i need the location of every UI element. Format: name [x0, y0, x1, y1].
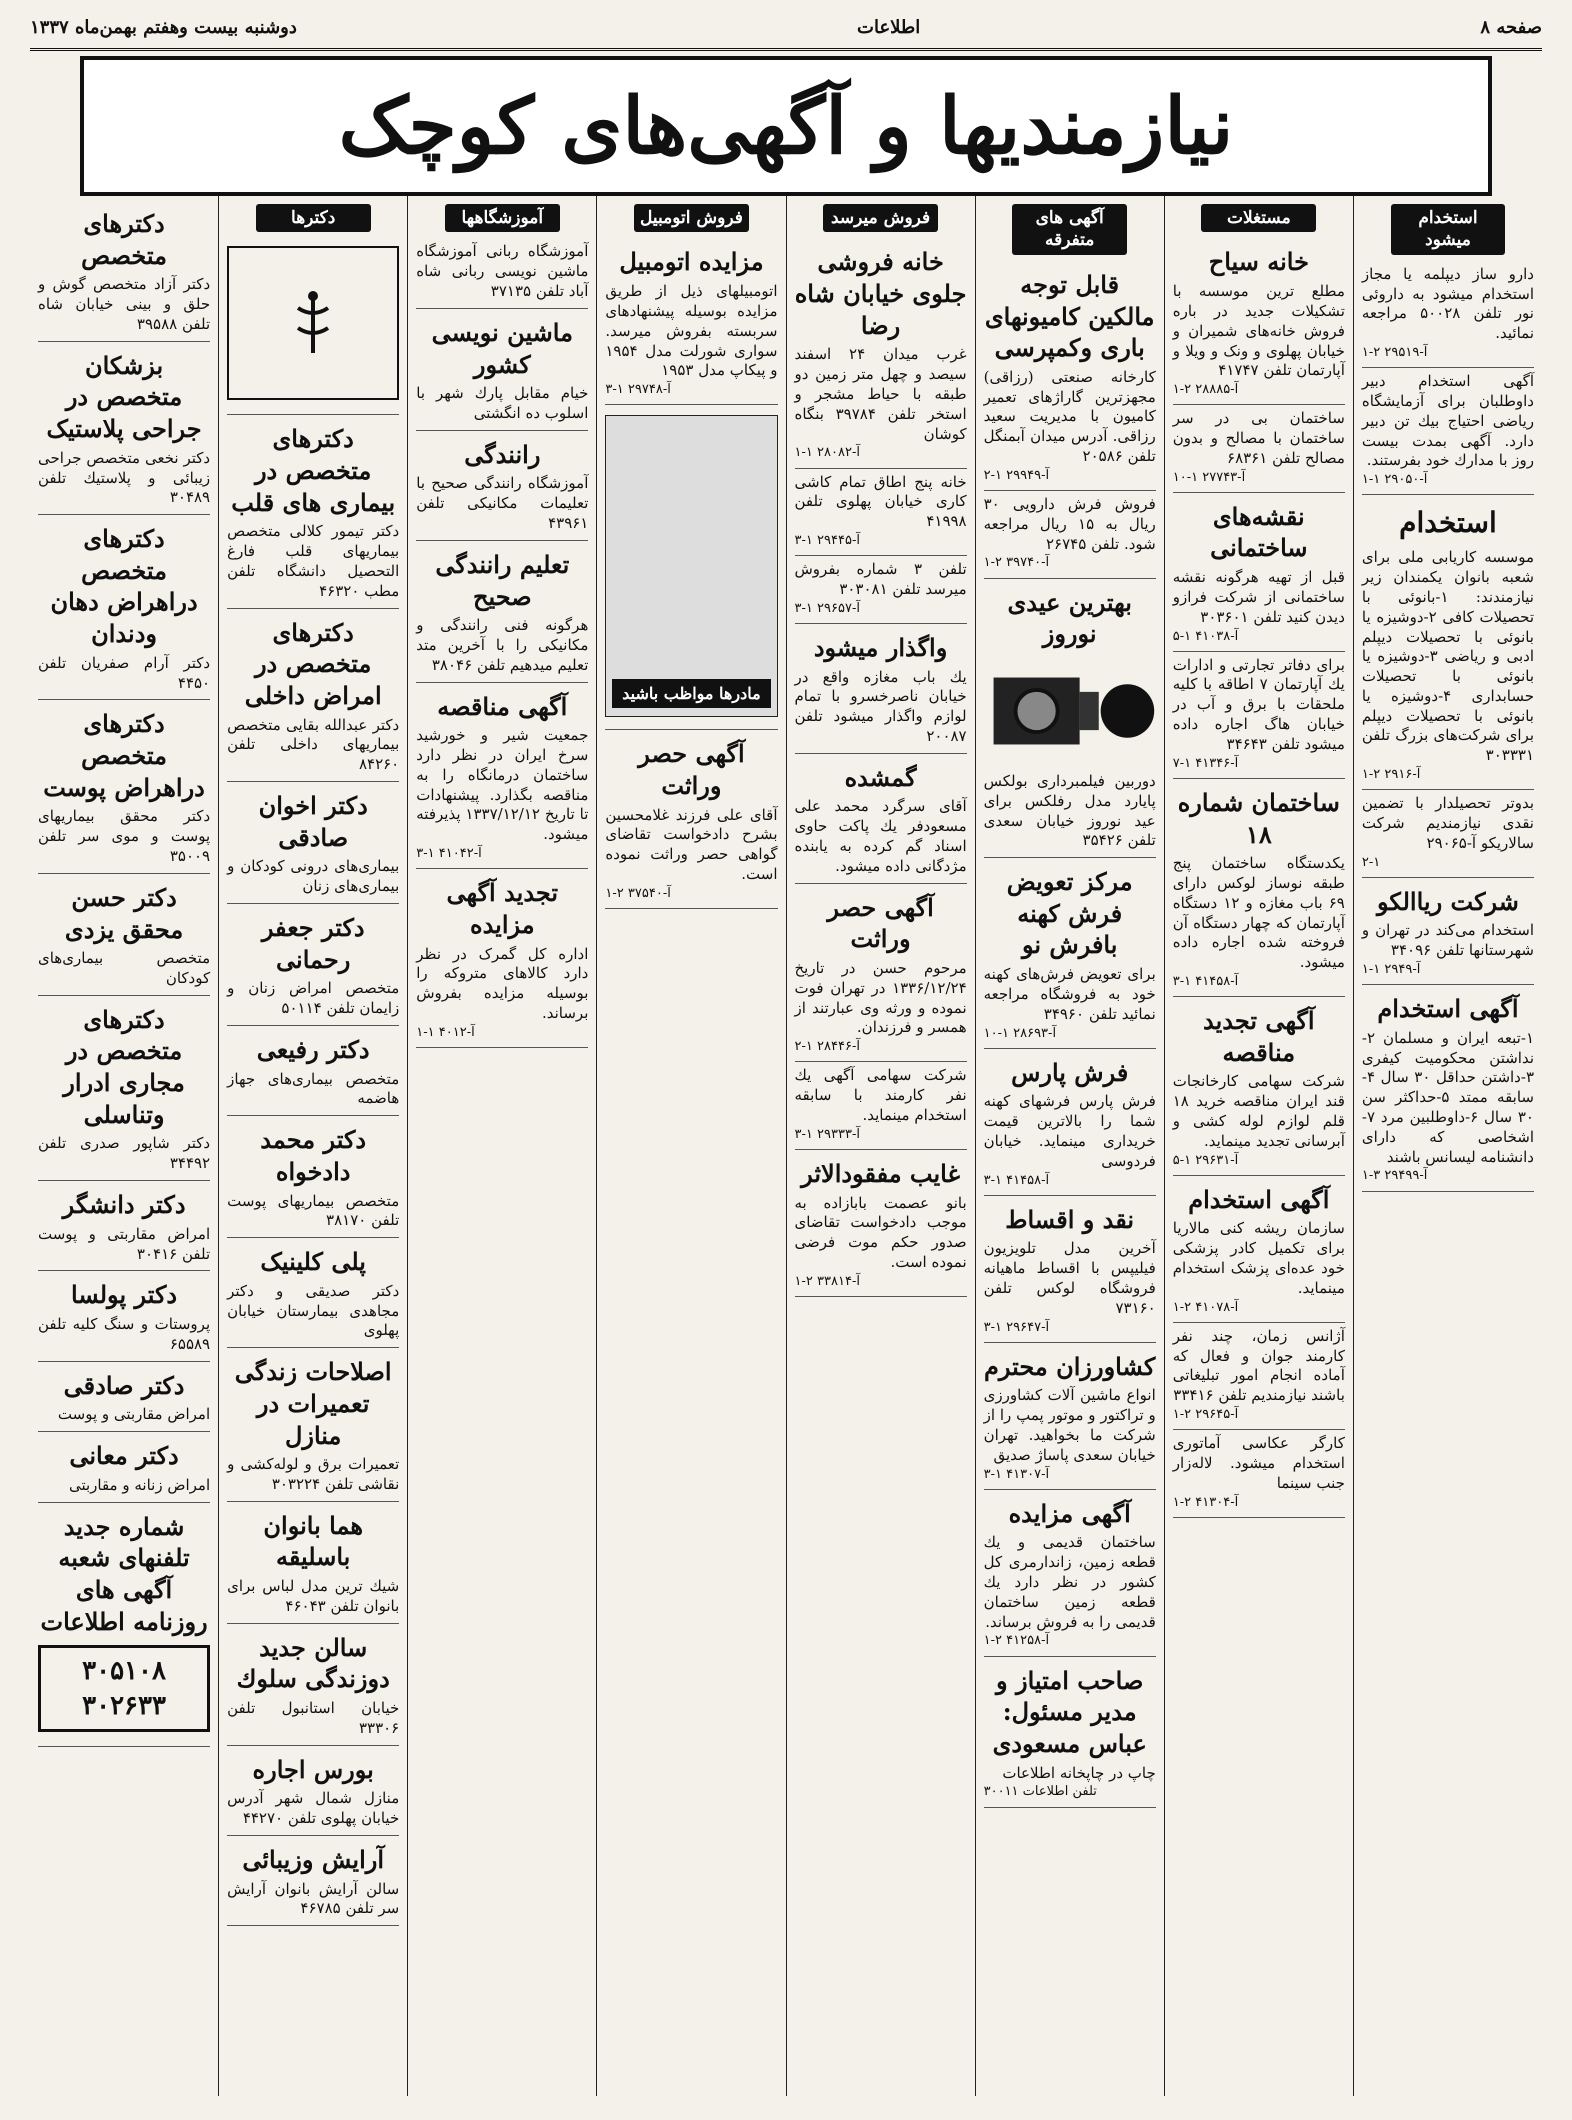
- ad-title: دکتر جعفر رحمانی: [261, 912, 365, 974]
- ad-title: دکتر پولسا: [71, 1280, 178, 1310]
- ad-text: بیماری‌های درونی کودکان و بیماری‌های زنان: [227, 857, 400, 896]
- ad-text: دکتر آزاد متخصص گوش و حلق و بینی خیابان شاه تلفن ۳۹۵۸۸: [38, 275, 211, 333]
- ad-text: دکتر صدیقی و دکتر مجاهدی بیمارستان خیابان پهلوی: [227, 1281, 400, 1340]
- ad-text: شرکت سهامی کارخانجات قند ایران مناقصه خرید ۱۸ قلم لوازم لوله کشی و آبرسانی تجدید مینماید.: [1172, 1072, 1345, 1150]
- ad-title: مرکز تعویض فرش کهنه بافرش نو: [1006, 867, 1133, 960]
- ad-title: آگهی مناقصه: [437, 691, 568, 721]
- ad-item: [984, 858, 1156, 1049]
- ad-title: صاحب امتیاز و مدیر مسئول: عباس مسعودی: [992, 1665, 1147, 1758]
- ad-reference: آ-۲۹۰۵۰ ۱-۱: [1361, 472, 1428, 488]
- ad-title: دکترهای متخصص: [81, 209, 167, 270]
- caduceus-icon: [278, 288, 348, 358]
- illustration-photo: [605, 415, 777, 717]
- ad-item: [38, 996, 210, 1181]
- ad-item: [984, 1343, 1156, 1490]
- ad-text: دکتر تیمور کلالی متخصص بیماریهای قلب فارغ التحصیل دانشگاه تلفن مطب ۴۶۳۲۰: [227, 522, 400, 600]
- masthead-banner: [80, 56, 1492, 196]
- ad-item: [795, 238, 967, 468]
- ad-item: [1173, 493, 1345, 652]
- ad-text: آموزشگاه ربانی آموزشگاه ماشین نویسی ربانی شاه آباد تلفن ۳۷۱۳۵: [416, 242, 589, 301]
- ad-reference: آ-۲۸۴۴۶ ۱-۲: [794, 1039, 860, 1055]
- ad-item: [1362, 790, 1534, 878]
- ad-item: [795, 1062, 967, 1150]
- ad-item: [1173, 238, 1345, 405]
- ad-title: دکتر حسن محقق یزدی: [64, 882, 184, 944]
- ad-title: دکتر محمد دادخواه: [260, 1125, 367, 1186]
- ad-item: [38, 200, 210, 342]
- ad-item: [227, 1026, 399, 1116]
- ad-text: شرکت سهامی آگهی يك نفر کارمند با سابقه استخدام مینماید.: [794, 1066, 967, 1124]
- doctors-logo: [227, 246, 399, 400]
- page-header: [30, 6, 1542, 51]
- ad-text: برای تعویض فرش‌های کهنه خود به فروشگاه مراجعه نمائید تلفن ۳۴۹۶۰: [983, 965, 1156, 1023]
- ad-item: [227, 1836, 399, 1926]
- ad-title: قابل توجه مالکین کامیونهای باری وکمپرسی: [984, 269, 1155, 363]
- issue-date: دوشنبه بیست وهفتم بهمن‌ماه ۱۳۳۷: [30, 16, 297, 38]
- ad-title: استخدام: [1399, 506, 1497, 540]
- ad-reference: تلفن اطلاعات ۳۰۰۱۱: [983, 1784, 1097, 1800]
- column-heading: فروش میرسد: [823, 204, 938, 232]
- ad-reference: ۲-۱: [1361, 854, 1381, 870]
- ad-title: آگهی مزایده: [1008, 1498, 1131, 1528]
- ad-text: چاپ در چاپخانه اطلاعات: [1002, 1763, 1156, 1782]
- ad-title: آگهی استخدام: [1188, 1184, 1330, 1214]
- ad-reference: آ-۲۹۳۳۳ ۱-۳: [794, 1126, 860, 1142]
- ad-title: غایب مفقودالاثر: [801, 1158, 961, 1188]
- ad-title: آگهی حصر وراثت: [827, 892, 934, 954]
- ad-title: دکترهای متخصص در بیماری های قلب: [231, 424, 396, 517]
- column-heading: مستغلات: [1201, 204, 1316, 232]
- ad-item: [227, 904, 399, 1026]
- photo-caption: مادرها مواظب باشید: [612, 679, 770, 708]
- ad-reference: آ-۲۹۴۹ ۱-۱: [1361, 962, 1421, 978]
- column-heading: آگهی های متفرقه: [1012, 204, 1127, 255]
- ad-item: [984, 491, 1156, 579]
- ad-text: دکتر شاپور صدری تلفن ۳۴۴۹۲: [38, 1134, 211, 1173]
- ad-title: بورس اجاره: [252, 1754, 374, 1784]
- ad-title: نقد و اقساط: [1005, 1204, 1135, 1234]
- ad-text: بانو عصمت بابا‌زاده به موجب دادخواست تقاضای صدور حکم موت فرضی نموده است.: [794, 1193, 967, 1271]
- ad-text: يك باب مغازه واقع در خیابان ناصرخسرو با تمام لوازم واگذار میشود تلفن ۲۰۰۸۷: [794, 667, 967, 745]
- ad-item: [984, 1657, 1156, 1808]
- phone-number: ۳۰۲۶۳۳: [82, 1690, 166, 1721]
- ad-item: [795, 556, 967, 624]
- ad-item: [416, 309, 588, 431]
- ad-title: واگذار میشود: [813, 632, 948, 662]
- ad-text: ساختمان قدیمی و یك قطعه زمین، زاندارمری کل کشور در نظر دارد یك قطعه زمین ساختمان قدیمی را به فروش برساند.: [983, 1533, 1156, 1631]
- ad-title: ساختمان شماره ۱۸: [1177, 787, 1340, 849]
- ad-item: [38, 515, 210, 700]
- ad-column: [1164, 196, 1353, 2096]
- ad-reference: آ-۴۰۱۲ ۱-۱: [416, 1024, 475, 1040]
- ad-text: ۱-تبعه ایران و مسلمان ۲-نداشتن محکومیت کیفری ۳-داشتن حداقل ۳۰ سال ۴-سابقه ممتد ۵-حداکثر سن ۳۰ سال ۶-داوطلبین مرد ۷-اشخاصی که دارای دانشنامه لیسانس باشند: [1361, 1028, 1534, 1166]
- ad-reference: آ-۲۸۸۸۵ ۲-۱: [1172, 382, 1239, 398]
- ad-text: قبل از تهیه هرگونه نقشه ساختمانی از شرکت فرازو دیدن کنید تلفن ۳۰۳۶۰۱: [1172, 568, 1345, 626]
- ad-reference: آ-۲۹۶۵۷ ۱-۳: [794, 600, 860, 616]
- ad-title: کشاورزان محترم: [984, 1351, 1156, 1381]
- ad-item: [416, 869, 588, 1048]
- ad-title: دکترهای متخصص در امراض داخلی: [244, 617, 382, 710]
- ad-item: [984, 1196, 1156, 1343]
- ad-column: [407, 196, 596, 2096]
- ad-reference: آ-۲۹۶۴۷ ۱-۳: [983, 1319, 1050, 1335]
- ad-item: [984, 1049, 1156, 1196]
- ad-column: [596, 196, 785, 2096]
- ad-text: امراض مقاربتی و پوست: [57, 1405, 211, 1424]
- ad-reference: آ-۲۹۴۴۵ ۱-۳: [794, 532, 860, 548]
- ad-text: دکتر عبدالله بقایی متخصص بیماریهای داخلی تلفن ۸۴۲۶۰: [227, 715, 400, 774]
- ad-item: [984, 579, 1156, 859]
- ad-text: دوربین فیلمبرداری بولکس پایارد مدل رفلکس برای عید نوروز خیابان سعدی تلفن ۳۵۴۲۶: [983, 771, 1156, 850]
- ad-item: [984, 1490, 1156, 1657]
- ad-item: [795, 1150, 967, 1297]
- ad-text: انواع ماشین آلات کشاورزی و تراکتور و موتور پمپ را از شرکت ما بخواهید. تهران خیابان سعدی پاساژ صدیق: [983, 1386, 1156, 1464]
- ad-item: [1173, 652, 1345, 779]
- ad-text: کارگر عکاسی آماتوری استخدام میشود. لاله‌زار جنب سینما: [1172, 1434, 1345, 1492]
- ad-text: ساختمان بی در سر ساختمان با مصالح و بدون مصالح تلفن ۶۸۳۶۱: [1172, 409, 1345, 467]
- ad-title: دکترهای متخصص در مجاری ادرار وتناسلی: [63, 1004, 185, 1129]
- column-heading: دکترها: [256, 204, 371, 232]
- ad-title: شرکت ریاالکو: [1376, 886, 1519, 916]
- camera-illustration: [984, 656, 1156, 766]
- ad-title: نقشه‌های ساختمانی: [1210, 501, 1308, 563]
- ad-reference: آ-۴۱۲۵۸ ۲-۱: [983, 1633, 1050, 1649]
- ad-item: [38, 342, 210, 515]
- ad-title: دکتر رفیعی: [256, 1034, 370, 1064]
- ad-reference: آ-۲۹۱۶ ۲-۱: [1361, 767, 1421, 783]
- ad-text: آخرین مدل تلویزیون فیلیپس با اقساط ماهیانه فروشگاه لوکس تلفن ۷۳۱۶۰: [983, 1239, 1156, 1317]
- ad-text: سازمان ریشه کنی مالاریا برای تکمیل کادر پزشکی خود عده‌ای پزشک استخدام مینماید.: [1172, 1219, 1345, 1297]
- ad-text: متخصص بیماریهای پوست تلفن ۳۸۱۷۰: [227, 1191, 400, 1230]
- ad-reference: آ-۳۳۸۱۴ ۲-۱: [794, 1273, 860, 1289]
- ad-reference: آ-۳۷۵۴۰ ۲-۱: [605, 885, 671, 901]
- ad-item: [795, 884, 967, 1063]
- ad-item: [795, 469, 967, 557]
- ad-text: خیام مقابل پارك شهر با اسلوب ده انگشتی: [416, 384, 589, 422]
- ad-item: [227, 1116, 399, 1238]
- ad-title: دکترهای متخصص دراهراض دهان ودندان: [50, 524, 198, 649]
- ad-item: [1173, 997, 1345, 1176]
- ad-reference: آ-۴۱۳۰۴ ۲-۱: [1172, 1494, 1239, 1510]
- ad-title: هما بانوان باسلیقه: [263, 1510, 363, 1572]
- ad-item: [416, 238, 588, 308]
- ad-text: متخصص بیماری‌های جهاز هاضمه: [227, 1069, 400, 1108]
- ad-text: غرب میدان ۲۴ اسفند سیصد و چهل متر زمین دو طبقه با حیاط مشجر و استخر تلفن ۳۹۷۸۴ بنگاه کوشان: [794, 345, 967, 443]
- ad-item: [416, 541, 588, 683]
- ad-text: متخصص بیماری‌های کودکان: [38, 949, 211, 987]
- ad-item: [227, 1746, 399, 1836]
- ad-title: دکتر دانشگر: [62, 1190, 186, 1220]
- ad-title: پلی کلینیک: [260, 1247, 366, 1277]
- ad-text: دکتر محقق بیماریهای پوست و موی سر تلفن ۳۵۰۰۹: [38, 807, 211, 866]
- ad-title: اصلاحات زندگی تعمیرات در منازل: [234, 1357, 392, 1450]
- ad-text: دکتر آرام صفریان تلفن ۴۴۵۰: [38, 653, 211, 692]
- ad-item: [1362, 985, 1534, 1191]
- ad-text: آقای علی فرزند غلامحسین بشرح دادخواست تقاضای گواهی حصر وراثت نموده است.: [605, 805, 778, 883]
- ad-text: موسسه کاریابی ملی برای شعبه بانوان یکمندان زیر نیازمندند: ۱-بانوئی با تحصیلات کافی ۲-دوشیزه یا بانوئی با تحصیلات دیپلم ادبی و ریاضی ۳-دوشیزه یا بانوئی با تحصیلات حسابداری ۴-دوشیزه یا بانوئی با تحصیلات دیپلم برای شرکت‌های بزرگ تلفن ۳۰۳۳۳۱: [1361, 548, 1534, 765]
- ad-text: پروستات و سنگ کلیه تلفن ۶۵۵۸۹: [38, 1314, 211, 1353]
- ad-title: آگهی تجدید مناقصه: [1203, 1006, 1315, 1067]
- ad-reference: آ-۲۸۶۹۳ ۱-۱۰: [983, 1025, 1057, 1041]
- ad-reference: آ-۴۱۴۵۸ ۱-۳: [1172, 973, 1239, 989]
- ad-title: دکترهای متخصص دراهراض پوست: [43, 709, 205, 802]
- ad-title: تجدید آگهی مزایده: [446, 878, 559, 939]
- ad-title: خانه سیاح: [1208, 247, 1309, 277]
- ad-title: دکتر اخوان صادقی: [258, 791, 368, 852]
- ad-reference: آ-۴۱۰۳۸ ۱-۵: [1172, 628, 1239, 644]
- ad-text: فرش پارس فرشهای کهنه شما را بالاترین قیمت خریداری مینماید. خیابان فردوسی: [983, 1092, 1156, 1170]
- ad-column: [218, 196, 407, 2096]
- column-heading: فروش اتومبیل: [634, 204, 749, 232]
- ad-item: [1173, 1176, 1345, 1323]
- ad-item: [1173, 405, 1345, 493]
- newspaper-name: اطلاعات: [857, 16, 921, 38]
- ad-item: [227, 415, 399, 608]
- ad-text: تلفن ۳ شماره بفروش میرسد تلفن ۳۰۳۰۸۱: [794, 560, 967, 598]
- ad-text: آگهی استخدام دبیر داوطلبان برای آزمایشگاه ریاضی احتیاج بیك تن دبیر دارد. آگهی بمدت بیست روز با مدارك خود بفرستند.: [1361, 372, 1534, 470]
- ad-item: [38, 1503, 210, 1747]
- ad-title: گمشده: [844, 762, 917, 792]
- ad-title: مزایده اتومبیل: [619, 247, 764, 277]
- ad-reference: آ-۴۱۳۰۷ ۱-۳: [983, 1466, 1050, 1482]
- ad-item: [1362, 368, 1534, 495]
- ad-text: مطلع ترین موسسه با تشکیلات جدید در باره فروش خانه‌های شمیران و خیابان پهلوی و ونک و ویلا و آپارتمان تلفن ۴۱۷۴۷: [1172, 282, 1345, 380]
- ad-item: [1362, 261, 1534, 368]
- ad-reference: آ-۲۹۷۴۸ ۱-۳: [605, 382, 671, 398]
- ad-title: آگهی استخدام: [1377, 994, 1519, 1024]
- ad-reference: آ-۴۱۰۷۸ ۲-۱: [1172, 1299, 1239, 1315]
- ad-title: شماره جدید تلفنهای شعبه آگهی های روزنامه اطلاعات: [40, 1511, 208, 1636]
- ad-item: [227, 1348, 399, 1502]
- ad-reference: آ-۴۱۴۵۸ ۱-۳: [983, 1172, 1050, 1188]
- ad-text: متخصص امراض زنان و زایمان تلفن ۵۰۱۱۴: [227, 979, 400, 1018]
- ad-text: منازل شمال شهر آدرس خیابان پهلوی تلفن ۴۴۲۷۰: [227, 1789, 400, 1828]
- ad-text: برای دفاتر تجارتی و ادارات یك آپارتمان ۷ اطاقه با کلیه ملحقات با برق و آب در خیابان هاگ اجاره داده میشود تلفن ۳۴۶۴۳: [1172, 655, 1345, 753]
- ad-item: [1362, 878, 1534, 985]
- ad-text: جمعیت شیر و خورشید سرخ ایران در نظر دارد ساختمان درمانگاه را به مناقصه بگذارد. پیشنهادات تا تاریخ ۱۳۳۷/۱۲/۱۲ پذیرفته میشود.: [416, 726, 589, 844]
- ad-text: اداره کل گمرک در نظر دارد کالاهای متروکه را بوسیله مزایده بفروش برساند.: [416, 944, 589, 1022]
- column-heading: آموزشگاهها: [445, 204, 560, 232]
- ad-title: سالن جدید دوزندگی سلوك: [236, 1632, 390, 1694]
- ad-item: [38, 1362, 210, 1432]
- ad-item: [605, 730, 777, 909]
- ad-reference: آ-۲۹۵۱۹ ۲-۱: [1361, 345, 1428, 361]
- ad-reference: آ-۲۹۶۴۵ ۲-۱: [1172, 1407, 1239, 1422]
- camera-icon: [984, 656, 1156, 766]
- ad-text: امراض مقاربتی و پوست تلفن ۳۰۴۱۶: [38, 1224, 211, 1263]
- ad-text: امراض زنانه و مقاربتی: [68, 1475, 211, 1494]
- ad-text: تعمیرات برق و لوله‌کشی و نقاشی تلفن ۳۰۳۲۲۴: [227, 1455, 400, 1493]
- ad-item: [984, 261, 1156, 491]
- ad-item: [38, 1271, 210, 1361]
- ad-item: [416, 431, 588, 541]
- ad-column: [786, 196, 975, 2096]
- ad-item: [38, 1181, 210, 1271]
- phone-box: [38, 1645, 210, 1732]
- ad-title: بهترین عیدی نوروز: [1007, 587, 1132, 649]
- ad-text: آقای سرگرد محمد علی مسعودفر يك پاكت حاوی اسناد گم کرده به یابنده مژدگانی داده میشود.: [794, 797, 967, 875]
- ad-title: دکتر معانی: [69, 1441, 179, 1471]
- ad-text: مرحوم حسن در تاریخ ۱۳۳۶/۱۲/۲۴ در تهران فوت نموده و ورثه وی عبارتند از همسر و فرزندان.: [794, 958, 967, 1037]
- ad-title: آرایش وزیبائی: [242, 1844, 385, 1874]
- ad-title: رانندگی: [464, 439, 541, 469]
- ad-title: ماشین نویسی کشور: [431, 317, 573, 379]
- ad-text: خانه پنج اطاق تمام کاشی کاری خیابان پهلوی تلفن ۴۱۹۹۸: [794, 472, 967, 531]
- ad-item: [1173, 779, 1345, 997]
- column-heading: استخدام میشود: [1391, 204, 1506, 255]
- ad-text: بدوتر تحصیلدار با تضمین نقدی نیازمندیم شرکت سالاریکو آ-۲۹۰۶۵: [1361, 794, 1534, 852]
- ad-text: کارخانه صنعتی (رزاقی) مجهزترین گاراژهای تعمیر کامیون با مدیریت سعید رزاقی. آدرس میدان آبمنگل تلفن ۲۰۵۸۶: [983, 367, 1156, 466]
- ad-item: [38, 874, 210, 996]
- ad-reference: آ-۲۹۹۴۹ ۱-۲: [983, 467, 1050, 483]
- ad-title: تعلیم رانندگی صحیح: [435, 549, 570, 611]
- ad-text: استخدام می‌کند در تهران و شهرستانها تلفن ۳۴۰۹۶: [1361, 921, 1534, 960]
- ad-item: [227, 609, 399, 782]
- ad-item: [38, 1432, 210, 1502]
- ad-reference: آ-۲۸۰۸۲ ۱-۱: [794, 445, 860, 461]
- ad-item: [795, 624, 967, 754]
- ad-reference: آ-۲۹۴۹۹ ۳-۱: [1361, 1168, 1428, 1184]
- ad-reference: آ-۳۹۷۴۰ ۲-۱: [983, 555, 1050, 571]
- ad-item: [605, 238, 777, 405]
- ad-title: خانه فروشی جلوی خیابان شاه رضا: [794, 247, 967, 340]
- ad-reference: آ-۴۱۰۴۲ ۱-۳: [416, 846, 482, 862]
- woman-portrait-icon: [596, 496, 785, 716]
- ad-item: [1173, 1323, 1345, 1430]
- ad-column: [30, 196, 218, 2096]
- ad-column: [975, 196, 1164, 2096]
- ad-title: دکتر صادقی: [63, 1370, 185, 1400]
- ad-text: دکتر نخعی متخصص جراحی زیبائی و پلاستیك تلفن ۳۰۴۸۹: [38, 448, 211, 507]
- page-number: صفحه ۸: [1480, 16, 1542, 38]
- ad-text: شیك ترین مدل لباس برای بانوان تلفن ۴۶۰۴۳: [227, 1577, 400, 1615]
- ad-text: خیابان استانبول تلفن ۳۳۳۰۶: [227, 1699, 400, 1737]
- ad-text: هرگونه فنی رانندگی و مکانیکی را با آخرین متد تعلیم میدهیم تلفن ۳۸۰۴۶: [416, 616, 589, 674]
- ad-text: یکدستگاه ساختمان پنج طبقه نوساز لوکس دارای ۶۹ باب مغازه و ۱۲ دستگاه آپارتمان که چهار دستگاه آن فروخته شده اجاره داده میشود.: [1172, 854, 1345, 972]
- ad-text: سالن آرایش بانوان آرایش سر تلفن ۴۶۷۸۵: [227, 1879, 400, 1918]
- ads-grid: [30, 196, 1542, 2096]
- ad-title: بزشکان متخصص در جراحی پلاستیک: [46, 350, 202, 444]
- ad-item: [227, 782, 399, 904]
- ad-text: آموزشگاه رانندگی صحیح با تعلیمات مکانیکی تلفن ۴۳۹۶۱: [416, 474, 589, 533]
- ad-item: [416, 683, 588, 870]
- ad-item: [1362, 495, 1534, 790]
- ad-text: آژانس زمان، چند نفر کارمند جوان و فعال که آماده انجام امور تبلیغاتی باشند نیازمندیم تلفن ۳۳۴۱۶: [1172, 1326, 1345, 1405]
- ad-text: دارو ساز دیپلمه یا مجاز استخدام میشود به داروئی نور تلفن ۵۰۰۲۸ مراجعه نمائید.: [1361, 264, 1534, 343]
- phone-number: ۳۰۵۱۰۸: [82, 1656, 166, 1687]
- ad-item: [227, 1624, 399, 1746]
- ad-reference: آ-۲۷۷۴۳ ۱-۱۰: [1172, 469, 1246, 485]
- ad-reference: آ-۲۹۶۳۱ ۱-۵: [1172, 1152, 1239, 1168]
- ad-reference: آ-۴۱۳۴۶ ۱-۷: [1172, 755, 1239, 771]
- ad-item: [227, 1502, 399, 1624]
- ad-title: فرش پارس: [1011, 1057, 1129, 1087]
- ad-item: [227, 1238, 399, 1348]
- ad-text: فروش فرش دارویی ۳۰ ریال به ۱۵ ریال مراجعه شود. تلفن ۲۶۷۴۵: [983, 495, 1156, 553]
- ad-item: [38, 700, 210, 873]
- ad-column: [1353, 196, 1542, 2096]
- ad-item: [227, 238, 399, 415]
- ad-item: [795, 754, 967, 884]
- ad-item: [605, 405, 777, 730]
- ad-item: [1173, 1430, 1345, 1518]
- masthead-title: نیازمندیها و آگهی‌های کوچک: [338, 80, 1234, 172]
- ad-text: اتومبیلهای ذیل از طریق مزایده بوسیله پیشنهادهای سربسته بفروش میرسد. سواری شورلت مدل ۱۹۵۴ و پیکاپ مدل ۱۹۵۳: [605, 282, 778, 380]
- ad-title: آگهی حصر وراثت: [638, 739, 745, 800]
